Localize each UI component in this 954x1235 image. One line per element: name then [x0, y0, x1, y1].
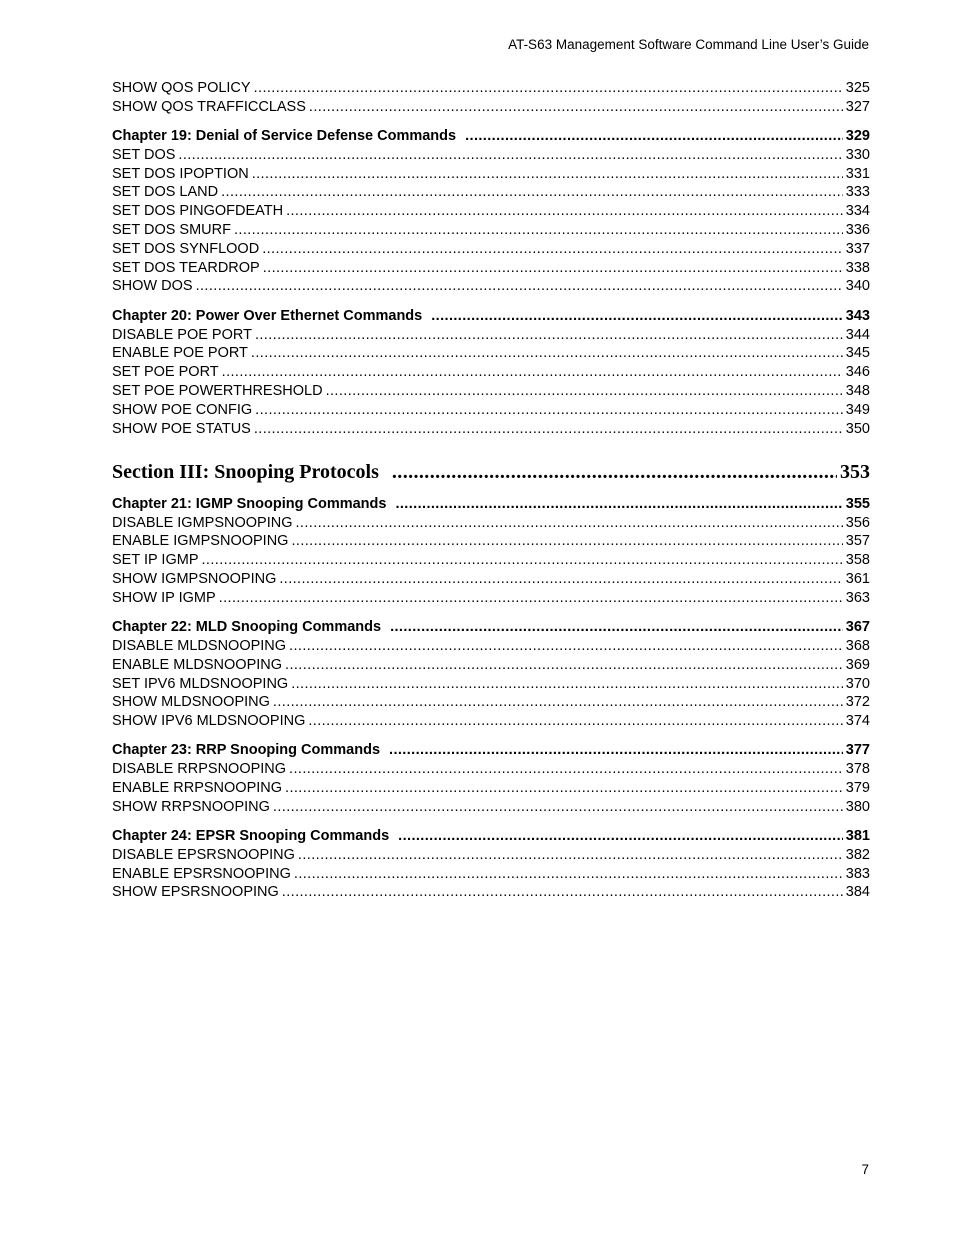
dot-leader [326, 382, 843, 401]
dot-leader [279, 570, 842, 589]
toc-chapter-entry[interactable] [112, 618, 870, 637]
toc-item-entry[interactable] [112, 656, 870, 675]
toc-entry-page: 358 [845, 552, 870, 569]
toc-entry-title: SET POE PORT [112, 364, 219, 381]
toc-entry-title: SHOW RRPSNOOPING [112, 798, 270, 815]
toc-item-entry[interactable] [112, 259, 870, 278]
dot-leader [273, 693, 843, 712]
toc-entry-title: SET DOS LAND [112, 184, 219, 201]
table-of-contents [112, 79, 870, 902]
toc-item-entry[interactable] [112, 760, 870, 779]
dot-leader [291, 675, 843, 694]
toc-entry-title: SET DOS TEARDROP [112, 259, 260, 276]
toc-entry-title: Chapter 24: EPSR Snooping Commands [112, 828, 390, 845]
toc-item-entry[interactable] [112, 532, 870, 551]
dot-leader [285, 656, 843, 675]
dot-leader [431, 307, 843, 326]
toc-entry-title: SHOW QOS TRAFFICCLASS [112, 98, 306, 115]
toc-entry-page: 369 [845, 656, 870, 673]
toc-entry-page: 355 [845, 495, 870, 512]
toc-entry-title: ENABLE RRPSNOOPING [112, 780, 283, 796]
toc-entry-page: 331 [845, 165, 870, 182]
toc-entry-page: 361 [845, 571, 870, 588]
toc-entry-title: Chapter 20: Power Over Ethernet Commands [112, 307, 423, 324]
toc-entry-page: 344 [845, 326, 870, 343]
toc-entry-title: SET DOS SMURF [112, 222, 231, 239]
toc-entry-page: 383 [845, 865, 870, 882]
toc-item-entry[interactable] [112, 712, 870, 731]
dot-leader [289, 760, 843, 779]
toc-entry-page: 334 [845, 203, 870, 220]
toc-entry-title: DISABLE MLDSNOOPING [112, 637, 287, 654]
toc-item-entry[interactable] [112, 79, 870, 98]
dot-leader [262, 240, 843, 259]
toc-entry-page: 343 [845, 307, 870, 324]
toc-entry-page: 379 [845, 780, 870, 796]
toc-entry-page: 381 [845, 828, 870, 845]
toc-entry-title: Chapter 21: IGMP Snooping Commands [112, 495, 387, 512]
toc-entry-page: 337 [845, 240, 870, 257]
toc-item-entry[interactable] [112, 798, 870, 817]
toc-item-entry[interactable] [112, 779, 870, 798]
toc-entry-title: Chapter 22: MLD Snooping Commands [112, 619, 382, 636]
toc-item-entry[interactable] [112, 846, 870, 865]
toc-entry-page: 330 [845, 146, 870, 163]
toc-entry-page: 380 [845, 798, 870, 815]
toc-entry-page: 349 [845, 401, 870, 418]
toc-entry-title: SHOW IPV6 MLDSNOOPING [112, 713, 306, 730]
toc-entry-title: SET DOS IPOPTION [112, 165, 249, 182]
dot-leader [222, 363, 843, 382]
toc-entry-page: 353 [840, 461, 870, 484]
toc-chapter-entry[interactable] [112, 495, 870, 514]
toc-entry-page: 372 [845, 694, 870, 711]
toc-entry-page: 378 [845, 761, 870, 778]
toc-item-entry[interactable] [112, 277, 870, 296]
toc-item-entry[interactable] [112, 570, 870, 589]
dot-leader [389, 741, 843, 760]
toc-item-entry[interactable] [112, 401, 870, 420]
toc-chapter-entry[interactable] [112, 827, 870, 846]
toc-entry-page: 357 [845, 533, 870, 550]
toc-item-entry[interactable] [112, 363, 870, 382]
dot-leader [282, 883, 843, 902]
toc-entry-page: 367 [845, 619, 870, 636]
toc-item-entry[interactable] [112, 382, 870, 401]
toc-item-entry[interactable] [112, 551, 870, 570]
toc-entry-page: 340 [845, 278, 870, 295]
dot-leader [398, 827, 843, 846]
toc-entry-page: 338 [845, 259, 870, 276]
toc-entry-title: SET DOS PINGOFDEATH [112, 203, 284, 220]
dot-leader [392, 458, 837, 486]
dot-leader [252, 165, 843, 184]
toc-entry-page: 370 [845, 675, 870, 692]
toc-entry-page: 327 [845, 98, 870, 115]
toc-entry-title: SHOW IGMPSNOOPING [112, 571, 277, 588]
dot-leader [263, 259, 843, 278]
toc-item-entry[interactable] [112, 202, 870, 221]
dot-leader [273, 798, 843, 817]
running-header: AT-S63 Management Software Command Line User’s Guide [508, 37, 869, 52]
toc-item-entry[interactable] [112, 183, 870, 202]
dot-leader [202, 551, 843, 570]
toc-entry-title: SET IPV6 MLDSNOOPING [112, 675, 289, 692]
toc-item-entry[interactable] [112, 865, 870, 884]
toc-item-entry[interactable] [112, 146, 870, 165]
toc-item-entry[interactable] [112, 693, 870, 712]
toc-entry-page: 356 [845, 514, 870, 531]
dot-leader [296, 514, 843, 533]
toc-chapter-entry[interactable] [112, 307, 870, 326]
toc-entry-title: Section III: Snooping Protocols [112, 461, 379, 484]
toc-entry-page: 384 [845, 884, 870, 901]
toc-entry-page: 346 [845, 364, 870, 381]
dot-leader [254, 420, 843, 439]
dot-leader [289, 637, 843, 656]
toc-entry-title: SET DOS SYNFLOOD [112, 240, 260, 257]
toc-entry-title: ENABLE EPSRSNOOPING [112, 865, 291, 882]
toc-entry-page: 329 [845, 128, 870, 145]
dot-leader [251, 344, 843, 363]
dot-leader [291, 532, 842, 551]
toc-item-entry[interactable] [112, 675, 870, 694]
dot-leader [465, 127, 843, 146]
toc-entry-page: 348 [845, 382, 870, 399]
toc-entry-title: ENABLE IGMPSNOOPING [112, 533, 289, 550]
dot-leader [219, 589, 843, 608]
toc-item-entry[interactable] [112, 344, 870, 363]
toc-entry-title: DISABLE IGMPSNOOPING [112, 514, 293, 531]
toc-entry-page: 325 [845, 80, 870, 96]
toc-entry-title: SHOW POE STATUS [112, 420, 251, 437]
toc-entry-title: SET IP IGMP [112, 552, 199, 569]
dot-leader [308, 712, 842, 731]
toc-chapter-entry[interactable] [112, 127, 870, 146]
toc-entry-title: ENABLE POE PORT [112, 345, 248, 362]
page-number: 7 [861, 1162, 869, 1177]
toc-entry-title: SET POE POWERTHRESHOLD [112, 382, 323, 399]
dot-leader [286, 202, 843, 221]
toc-item-entry[interactable] [112, 165, 870, 184]
toc-item-entry[interactable] [112, 98, 870, 117]
toc-entry-page: 345 [845, 345, 870, 362]
toc-item-entry[interactable] [112, 240, 870, 259]
toc-item-entry[interactable] [112, 883, 870, 902]
toc-entry-page: 382 [845, 846, 870, 863]
toc-entry-title: SHOW MLDSNOOPING [112, 694, 270, 711]
dot-leader [309, 98, 843, 117]
toc-entry-page: 333 [845, 184, 870, 201]
toc-item-entry[interactable] [112, 221, 870, 240]
toc-entry-page: 336 [845, 222, 870, 239]
toc-entry-title: Chapter 23: RRP Snooping Commands [112, 742, 381, 759]
dot-leader [298, 846, 843, 865]
dot-leader [178, 146, 842, 165]
toc-item-entry[interactable] [112, 589, 870, 608]
toc-entry-page: 368 [845, 637, 870, 654]
dot-leader [285, 779, 843, 798]
dot-leader [196, 277, 843, 296]
toc-entry-title: SHOW DOS [112, 278, 193, 295]
dot-leader [294, 865, 843, 884]
toc-item-entry[interactable] [112, 514, 870, 533]
toc-entry-title: Chapter 19: Denial of Service Defense Commands [112, 128, 457, 145]
toc-entry-title: ENABLE MLDSNOOPING [112, 656, 283, 673]
toc-entry-title: SHOW QOS POLICY [112, 80, 251, 96]
dot-leader [234, 221, 843, 240]
dot-leader [255, 401, 843, 420]
dot-leader [390, 618, 843, 637]
toc-entry-page: 350 [845, 420, 870, 437]
toc-entry-title: DISABLE RRPSNOOPING [112, 761, 287, 778]
dot-leader [254, 79, 843, 98]
toc-entry-title: SHOW IP IGMP [112, 589, 216, 606]
dot-leader [221, 183, 843, 202]
toc-chapter-entry[interactable] [112, 741, 870, 760]
toc-entry-title: SHOW POE CONFIG [112, 401, 253, 418]
toc-entry-page: 377 [845, 742, 870, 759]
toc-item-entry[interactable] [112, 637, 870, 656]
toc-item-entry[interactable] [112, 326, 870, 345]
toc-entry-title: DISABLE POE PORT [112, 326, 252, 343]
toc-entry-title: DISABLE EPSRSNOOPING [112, 846, 295, 863]
toc-item-entry[interactable] [112, 420, 870, 439]
toc-entry-title: SHOW EPSRSNOOPING [112, 884, 279, 901]
toc-entry-page: 363 [845, 589, 870, 606]
toc-section-entry[interactable] [112, 458, 870, 486]
dot-leader [255, 326, 843, 345]
toc-entry-title: SET DOS [112, 146, 176, 163]
dot-leader [395, 495, 842, 514]
toc-entry-page: 374 [845, 713, 870, 730]
